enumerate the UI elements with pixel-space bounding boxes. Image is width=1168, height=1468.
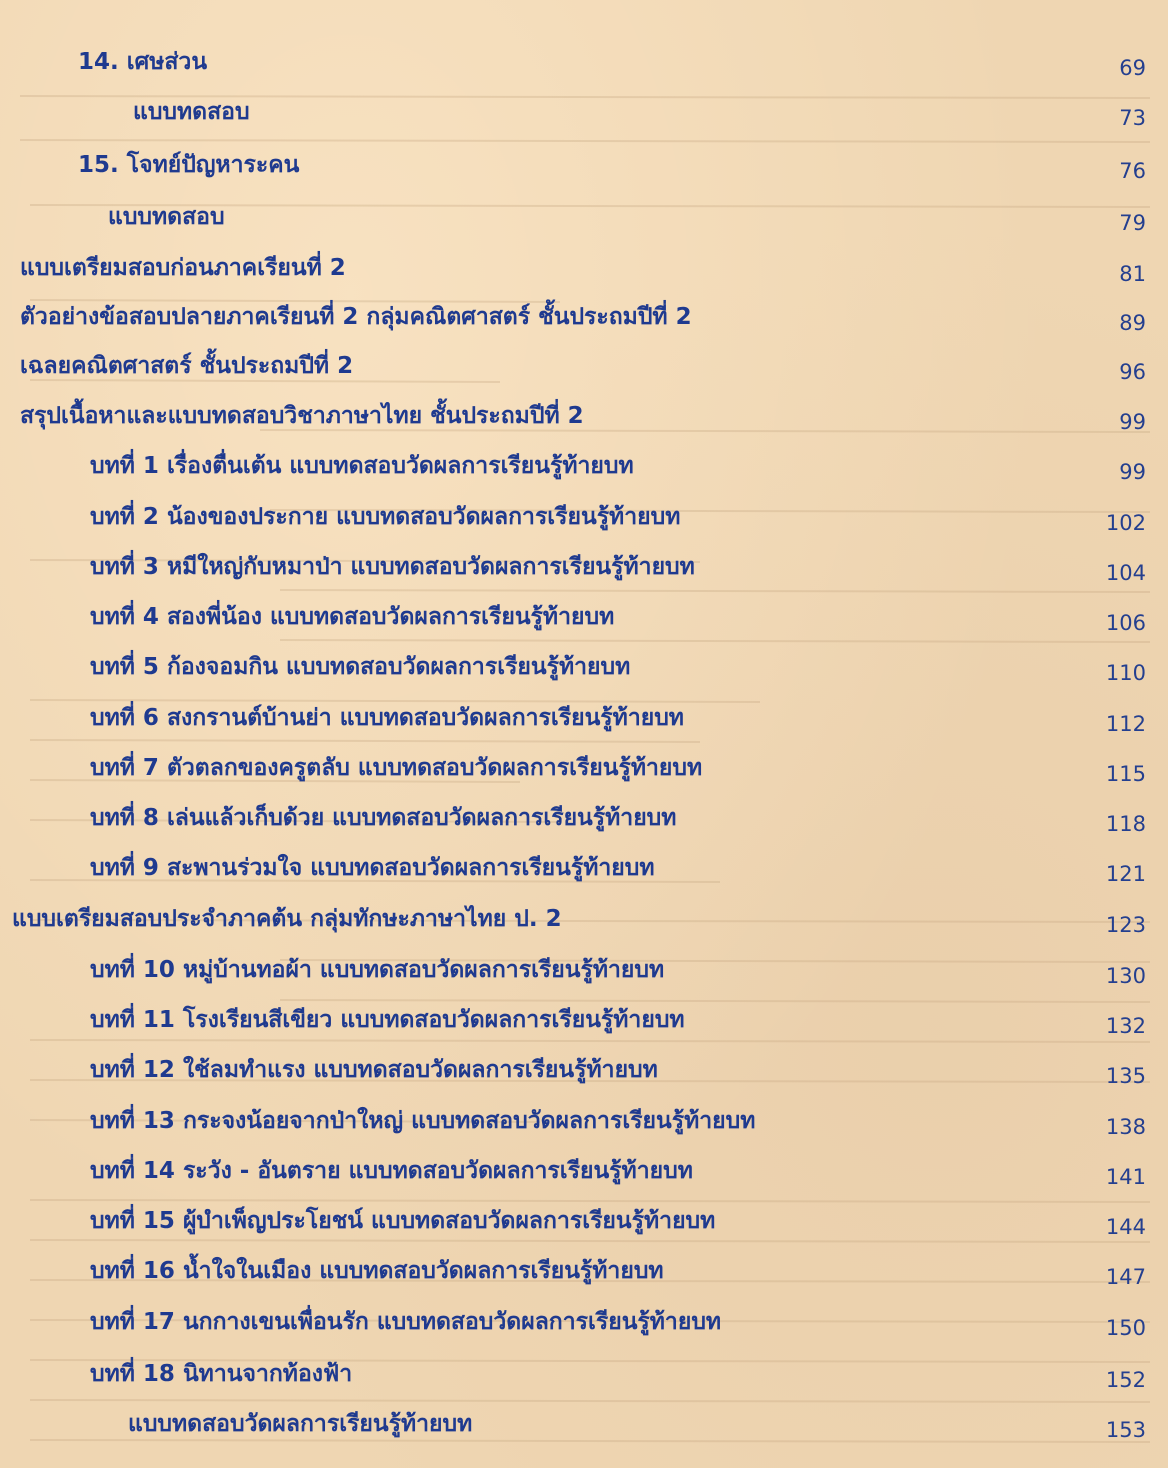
toc-entry-title: บทที่ 8 เล่นแล้วเก็บด้วย แบบทดสอบวัดผลการเรียนรู้ท้ายบท	[90, 805, 677, 831]
toc-entry-title: บทที่ 4 สองพี่น้อง แบบทดสอบวัดผลการเรียนรู้ท้ายบท	[90, 604, 615, 630]
toc-entry-title: บทที่ 12 ใช้ลมทำแรง แบบทดสอบวัดผลการเรียนรู้ท้ายบท	[90, 1057, 658, 1083]
toc-entry-title: บทที่ 11 โรงเรียนสีเขียว แบบทดสอบวัดผลการเรียนรู้ท้ายบท	[90, 1007, 685, 1033]
toc-entry-title: แบบทดสอบ	[108, 204, 225, 230]
toc-entry-page: 121	[1105, 862, 1146, 886]
toc-entry[interactable]	[0, 145, 1168, 185]
toc-entry-page: 135	[1105, 1064, 1146, 1088]
toc-entry-page: 69	[1119, 56, 1146, 80]
toc-entry[interactable]	[0, 698, 1168, 738]
toc-entry-page: 141	[1105, 1165, 1146, 1189]
toc-entry[interactable]	[0, 92, 1168, 132]
toc-entry[interactable]	[0, 42, 1168, 82]
toc-entry[interactable]	[0, 1404, 1168, 1444]
toc-entry-page: 138	[1105, 1115, 1146, 1139]
toc-entry[interactable]	[0, 798, 1168, 838]
toc-entry-title: 15. โจทย์ปัญหาระคน	[78, 152, 300, 178]
toc-entry-page: 130	[1105, 964, 1146, 988]
toc-entry-title: บทที่ 10 หมู่บ้านทอผ้า แบบทดสอบวัดผลการเรียนรู้ท้ายบท	[90, 957, 665, 983]
toc-entry-page: 152	[1105, 1368, 1146, 1392]
toc-entry-page: 112	[1105, 712, 1146, 736]
toc-entry-page: 132	[1105, 1014, 1146, 1038]
toc-entry-page: 123	[1105, 913, 1146, 937]
toc-entry-title: บทที่ 5 ก้องจอมกิน แบบทดสอบวัดผลการเรียนรู้ท้ายบท	[90, 654, 631, 680]
toc-entry-title: แบบทดสอบ	[133, 99, 250, 125]
toc-entry-title: แบบทดสอบวัดผลการเรียนรู้ท้ายบท	[128, 1411, 473, 1437]
toc-entry-title: แบบเตรียมสอบประจำภาคต้น กลุ่มทักษะภาษาไทย ป. 2	[12, 906, 562, 932]
toc-entry-page: 106	[1105, 611, 1146, 635]
toc-entry[interactable]	[0, 1251, 1168, 1291]
toc-entry-page: 144	[1105, 1215, 1146, 1239]
toc-entry-title: แบบเตรียมสอบก่อนภาคเรียนที่ 2	[20, 255, 346, 281]
toc-entry-title: 14. เศษส่วน	[78, 49, 208, 75]
toc-entry-title: บทที่ 13 กระจงน้อยจากป่าใหญ่ แบบทดสอบวัดผลการเรียนรู้ท้ายบท	[90, 1108, 756, 1134]
toc-entry[interactable]	[0, 848, 1168, 888]
toc-entry[interactable]	[0, 248, 1168, 288]
toc-entry-page: 150	[1105, 1316, 1146, 1340]
toc-entry-title: สรุปเนื้อหาและแบบทดสอบวิชาภาษาไทย ชั้นประถมปีที่ 2	[20, 403, 584, 429]
toc-entry-page: 89	[1119, 311, 1146, 335]
toc-entry-page: 104	[1105, 561, 1146, 585]
toc-entry-title: บทที่ 6 สงกรานต์บ้านย่า แบบทดสอบวัดผลการเรียนรู้ท้ายบท	[90, 705, 684, 731]
toc-entry-page: 118	[1105, 812, 1146, 836]
toc-entry-page: 81	[1119, 262, 1146, 286]
toc-entry[interactable]	[0, 899, 1168, 939]
toc-entry-title: บทที่ 3 หมีใหญ่กับหมาป่า แบบทดสอบวัดผลการเรียนรู้ท้ายบท	[90, 554, 695, 580]
toc-entry[interactable]	[0, 748, 1168, 788]
toc-entry-page: 73	[1119, 106, 1146, 130]
toc-entry-title: บทที่ 18 นิทานจากท้องฟ้า	[90, 1361, 353, 1387]
toc-entry-page: 147	[1105, 1265, 1146, 1289]
toc-entry[interactable]	[0, 1151, 1168, 1191]
toc-entry-page: 99	[1119, 460, 1146, 484]
toc-entry-page: 96	[1119, 360, 1146, 384]
toc-entry[interactable]	[0, 396, 1168, 436]
toc-entry-title: บทที่ 2 น้องของประกาย แบบทดสอบวัดผลการเรียนรู้ท้ายบท	[90, 504, 681, 530]
toc-entry-page: 153	[1105, 1418, 1146, 1442]
toc-entry-page: 76	[1119, 159, 1146, 183]
toc-entry-title: บทที่ 17 นกกางเขนเพื่อนรัก แบบทดสอบวัดผลการเรียนรู้ท้ายบท	[90, 1309, 722, 1335]
toc-entry[interactable]	[0, 446, 1168, 486]
toc-entry[interactable]	[0, 1050, 1168, 1090]
toc-entry[interactable]	[0, 346, 1168, 386]
toc-entry[interactable]	[0, 547, 1168, 587]
toc-entry[interactable]	[0, 597, 1168, 637]
toc-entry-title: บทที่ 7 ตัวตลกของครูตลับ แบบทดสอบวัดผลการเรียนรู้ท้ายบท	[90, 755, 703, 781]
toc-entry[interactable]	[0, 647, 1168, 687]
toc-entry-page: 102	[1105, 511, 1146, 535]
toc-entry[interactable]	[0, 1302, 1168, 1342]
toc-entry[interactable]	[0, 497, 1168, 537]
toc-entry[interactable]	[0, 1354, 1168, 1394]
toc-entry-title: เฉลยคณิตศาสตร์ ชั้นประถมปีที่ 2	[20, 353, 354, 379]
toc-entry-page: 99	[1119, 410, 1146, 434]
toc-entry-title: บทที่ 15 ผู้บำเพ็ญประโยชน์ แบบทดสอบวัดผลการเรียนรู้ท้ายบท	[90, 1208, 716, 1234]
toc-entry-title: บทที่ 14 ระวัง - อันตราย แบบทดสอบวัดผลการเรียนรู้ท้ายบท	[90, 1158, 693, 1184]
toc-entry[interactable]	[0, 1000, 1168, 1040]
toc-entry[interactable]	[0, 1101, 1168, 1141]
toc-entry[interactable]	[0, 297, 1168, 337]
toc-entry-page: 115	[1105, 762, 1146, 786]
toc-entry[interactable]	[0, 1201, 1168, 1241]
toc-entry-title: ตัวอย่างข้อสอบปลายภาคเรียนที่ 2 กลุ่มคณิตศาสตร์ ชั้นประถมปีที่ 2	[20, 304, 692, 330]
toc-entry-title: บทที่ 16 น้ำใจในเมือง แบบทดสอบวัดผลการเรียนรู้ท้ายบท	[90, 1258, 664, 1284]
toc-entry-title: บทที่ 1 เรื่องตื่นเต้น แบบทดสอบวัดผลการเรียนรู้ท้ายบท	[90, 453, 634, 479]
toc-entry-page: 110	[1105, 661, 1146, 685]
toc-entry-page: 79	[1119, 211, 1146, 235]
toc-entry-title: บทที่ 9 สะพานร่วมใจ แบบทดสอบวัดผลการเรียนรู้ท้ายบท	[90, 855, 655, 881]
toc-entry[interactable]	[0, 950, 1168, 990]
toc-entry[interactable]	[0, 197, 1168, 237]
